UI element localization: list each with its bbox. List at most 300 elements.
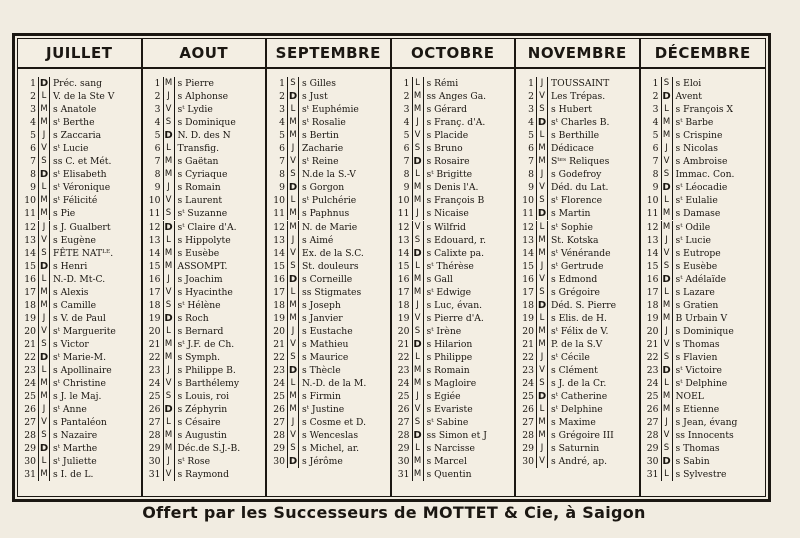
day-number: 5 [652,130,659,142]
saint-name: sᵗ Vénérande [551,247,611,259]
weekday-letter: V [287,429,299,442]
weekday-letter: S [661,168,673,181]
weekday-letter: L [38,181,50,194]
weekday-letter: M [412,273,424,286]
saint-name: B Urbain V [675,312,728,324]
day-number: 7 [154,156,161,168]
saint-name: s Gratien [675,299,719,311]
day-row [516,338,639,351]
day-number: 23 [646,365,659,377]
saint-name: s Eustache [302,325,353,337]
saint-name: s Cyriaque [177,169,228,181]
weekday-letter: M [287,403,299,416]
day-row [18,351,141,364]
day-number: 22 [24,352,36,363]
weekday-letter: M [163,351,175,364]
day-number: 30 [24,456,36,468]
weekday-letter: M [536,429,548,442]
weekday-letter: V [661,247,673,260]
day-number: 15 [148,260,161,272]
day-number: 23 [273,365,285,377]
saint-name: Sᵗᵉˢ Reliques [551,156,610,168]
weekday-letter: L [536,403,548,416]
day-number: 8 [652,169,659,181]
saint-name: sᵗ Claire d'A. [177,221,237,233]
month-title: SEPTEMBRE [267,39,390,69]
day-row [18,77,141,90]
footer-offer: Offert par les Successeurs de MOTTET & Cie, à Saigon [142,503,646,522]
day-row [18,377,141,390]
saint-name: N.de la S.-V [302,169,356,181]
day-row [392,338,515,351]
weekday-letter: V [287,247,299,260]
day-row [18,168,141,181]
day-number: 19 [24,312,36,324]
day-row [392,234,515,247]
weekday-letter: M [536,247,548,260]
weekday-letter: M [38,194,50,207]
day-number: 7 [403,156,410,168]
weekday-letter: L [163,234,175,247]
saint-name: s Bruno [426,143,463,155]
day-number: 15 [522,260,534,272]
saint-name: Transfig. [177,143,220,155]
weekday-letter: M [412,286,424,299]
day-list [392,69,515,496]
day-number: 26 [273,404,285,416]
day-number: 11 [522,208,534,220]
weekday-letter: M [536,234,548,247]
day-row [143,377,266,390]
day-number: 5 [154,130,161,142]
weekday-letter: M [38,468,50,481]
month-title: JUILLET [18,39,141,69]
day-row [516,364,639,377]
saint-name: Les Trépas. [551,91,606,103]
day-row [516,390,639,403]
weekday-letter: M [536,142,548,155]
saint-name: sᵗ Sophie [551,221,593,233]
day-number: 28 [273,430,285,442]
saint-name: sᵗ Félicité [53,195,98,207]
day-number: 23 [24,365,36,377]
saint-name: s Saturnin [551,443,600,455]
day-row [641,247,766,260]
day-row [18,181,141,194]
saint-name: s François B [426,195,485,207]
day-row [143,234,266,247]
weekday-letter: J [287,325,299,338]
day-row [267,194,390,207]
weekday-letter: D [662,365,671,377]
weekday-letter: V [412,312,424,325]
saint-name: s Grégoire [551,286,600,298]
day-number: 2 [279,91,285,103]
weekday-letter: M [287,312,299,325]
weekday-letter: S [536,377,548,390]
day-number: 29 [148,443,161,455]
saint-name: s Gaëtan [177,156,219,168]
weekday-letter: V [536,455,548,468]
weekday-letter: V [661,155,673,168]
saint-name: s Gérard [426,104,468,116]
day-row [267,181,390,194]
day-number: 26 [646,404,659,416]
day-number: 22 [397,352,410,363]
day-row [516,129,639,142]
weekday-letter: L [38,455,50,468]
saint-name: sᵗ Christine [53,378,106,390]
weekday-letter: M [412,455,424,468]
saint-name: Déc.de S.J.-B. [177,443,241,455]
saint-name: s Maxime [551,417,596,429]
day-row [143,221,266,234]
day-number: 1 [652,78,659,90]
saint-name: ASSOMPT. [177,260,228,272]
weekday-letter: V [412,129,424,142]
day-number: 19 [273,312,285,324]
weekday-letter: M [163,429,175,442]
day-number: 6 [154,143,161,155]
weekday-letter: J [536,442,548,455]
saint-name: s Eusèbe [675,260,718,272]
day-list [18,69,141,496]
day-number: 2 [528,91,534,103]
day-number: 31 [646,469,659,481]
day-number: 27 [273,417,285,429]
day-row [516,351,639,364]
saint-name: s Pierre [177,78,214,90]
saint-name: s Jean, évang [675,417,738,429]
saint-name: s Nicaise [426,208,469,220]
day-number: 15 [273,260,285,272]
day-number: 15 [24,260,36,272]
day-row [516,234,639,247]
weekday-letter: V [536,273,548,286]
day-number: 18 [24,299,36,311]
day-number: 18 [273,299,285,311]
day-row [18,221,141,234]
saint-name: ss Anges Ga. [426,91,487,103]
saint-name: sᵗ Cécile [551,352,590,363]
saint-name: s Joseph [302,299,341,311]
weekday-letter: S [287,260,299,273]
day-row [641,455,766,468]
day-number: 20 [397,325,410,337]
weekday-letter: L [661,103,673,116]
day-row [267,351,390,364]
saint-name: s Marcel [426,456,467,468]
day-row [143,442,266,455]
day-number: 12 [148,221,161,233]
day-row [143,416,266,429]
saint-name: sᵗ Anne [53,404,87,416]
day-list [143,69,266,496]
month-grid [18,39,765,496]
weekday-letter: S [38,338,50,351]
day-row [143,207,266,220]
day-row [143,403,266,416]
weekday-letter: D [288,456,298,468]
weekday-letter: J [38,403,50,416]
saint-name: s Ambroise [675,156,728,168]
weekday-letter: M [661,207,673,220]
day-row [516,221,639,234]
weekday-letter: V [163,377,175,390]
weekday-letter: M [661,116,673,129]
day-number: 11 [148,208,161,220]
saint-name: Dédicace [551,143,594,155]
day-number: 4 [154,117,161,129]
weekday-letter: D [288,91,298,103]
day-number: 29 [522,443,534,455]
saint-name: s Thomas [675,443,720,455]
saint-name: sᵗ Thérèse [426,260,474,272]
day-number: 28 [397,430,410,442]
day-number: 20 [522,325,534,337]
day-row [641,129,766,142]
day-row [516,273,639,286]
weekday-letter: M [412,468,424,481]
saint-name: s Bernard [177,325,224,337]
weekday-letter: D [39,78,49,90]
day-number: 19 [522,312,534,324]
weekday-letter: M [412,364,424,377]
day-number: 18 [522,299,534,311]
day-number: 9 [403,182,410,194]
day-list [641,69,766,496]
day-row [641,338,766,351]
saint-name: s Hubert [551,104,592,116]
day-number: 13 [397,234,410,246]
day-row [392,168,515,181]
day-row [267,90,390,103]
day-row [143,338,266,351]
weekday-letter: M [38,390,50,403]
month-column [18,39,143,496]
weekday-letter: V [412,403,424,416]
day-number: 22 [148,352,161,363]
saint-name: s Pie [53,208,76,220]
weekday-letter: S [661,442,673,455]
weekday-letter: D [413,156,422,168]
day-number: 21 [646,338,659,350]
weekday-letter: V [163,468,175,481]
day-number: 20 [273,325,285,337]
saint-name: s Barthélemy [177,378,240,390]
saint-name: s Jérôme [302,456,343,468]
saint-name: sᵗ Elisabeth [53,169,107,181]
saint-name: s Anatole [53,104,97,116]
saint-name: sᵗ Lydie [177,104,213,116]
saint-name: s Etienne [675,404,720,416]
weekday-letter: D [39,443,49,455]
weekday-letter: V [287,155,299,168]
weekday-letter: D [288,273,298,285]
weekday-letter: D [39,169,49,181]
saint-name: s Firmin [302,391,341,403]
day-row [392,194,515,207]
weekday-letter: M [536,338,548,351]
saint-name: s Paphnus [302,208,350,220]
day-row [143,90,266,103]
weekday-letter: M [38,103,50,116]
saint-name: s Rémi [426,78,459,90]
day-number: 23 [148,365,161,377]
saint-name: sᵗ Brigitte [426,169,473,181]
day-number: 30 [646,456,659,468]
day-row [641,77,766,90]
day-row [641,142,766,155]
day-number: 30 [273,456,285,468]
day-number: 30 [148,456,161,468]
weekday-letter: L [163,416,175,429]
day-row [516,103,639,116]
weekday-letter: D [164,130,173,142]
day-row [516,260,639,273]
saint-name: s Calixte pa. [426,247,485,259]
day-row [143,455,266,468]
saint-name: s Zéphyrin [177,404,228,416]
day-row [143,181,266,194]
day-number: 4 [528,117,534,129]
day-row [516,77,639,90]
saint-name: sᵗ Berthe [53,117,95,129]
weekday-letter: V [536,181,548,194]
day-number: 5 [403,130,410,142]
saint-name: s Gall [426,273,453,285]
saint-name: s Philippe [426,352,473,363]
day-row [267,390,390,403]
day-number: 23 [397,365,410,377]
day-number: 1 [279,78,285,90]
day-row [18,338,141,351]
weekday-letter: J [163,455,175,468]
saint-name: s Elis. de H. [551,312,607,324]
day-row [267,364,390,377]
saint-name: s Césaire [177,417,221,429]
weekday-letter: D [39,352,49,363]
saint-name: s Cosme et D. [302,417,366,429]
day-row [516,429,639,442]
saint-name: s Mathieu [302,338,349,350]
saint-name: s Symph. [177,352,221,363]
day-row [267,455,390,468]
day-row [18,390,141,403]
day-row [392,207,515,220]
saint-name: s Maurice [302,352,349,363]
saint-name: Immac. Con. [675,169,735,181]
weekday-letter: D [413,247,422,259]
day-number: 12 [397,221,410,233]
day-row [516,312,639,325]
day-row [392,129,515,142]
weekday-letter: M [661,299,673,312]
saint-name: NOEL [675,391,704,403]
weekday-letter: M [536,416,548,429]
weekday-letter: M [412,377,424,390]
day-number: 2 [652,91,659,103]
day-row [392,181,515,194]
weekday-letter: V [287,338,299,351]
day-number: 21 [24,338,36,350]
saint-name: sᵗ Charles B. [551,117,610,129]
day-number: 6 [279,143,285,155]
weekday-letter: S [412,234,424,247]
weekday-letter: L [163,325,175,338]
saint-name: s Damase [675,208,721,220]
saint-name: s Alphonse [177,91,229,103]
day-number: 17 [646,286,659,298]
day-row [143,247,266,260]
saint-name: s Henri [53,260,88,272]
saint-name: sᵗ Rose [177,456,211,468]
weekday-letter: V [38,142,50,155]
day-row [392,312,515,325]
saint-name: N. D. des N [177,130,231,142]
day-number: 21 [522,338,534,350]
day-row [18,455,141,468]
saint-name: s Corneille [302,273,353,285]
day-number: 20 [24,325,36,337]
weekday-letter: M [412,194,424,207]
day-number: 3 [528,104,534,116]
day-number: 1 [154,78,161,90]
day-number: 31 [397,469,410,481]
weekday-letter: J [661,142,673,155]
day-row [641,299,766,312]
day-number: 25 [522,391,534,403]
day-row [392,416,515,429]
weekday-letter: D [164,312,173,324]
weekday-letter: L [287,194,299,207]
month-column [392,39,517,496]
weekday-letter: V [536,90,548,103]
day-number: 13 [522,234,534,246]
day-row [641,234,766,247]
day-row [641,181,766,194]
saint-name: s Janvier [302,312,343,324]
day-row [18,312,141,325]
saint-name: s Romain [177,182,221,194]
day-number: 10 [148,195,161,207]
day-number: 2 [154,91,161,103]
day-number: 28 [24,430,36,442]
day-row [392,455,515,468]
day-row [18,116,141,129]
saint-name: sᵗ Suzanne [177,208,228,220]
day-number: 17 [148,286,161,298]
weekday-letter: J [412,299,424,312]
weekday-letter: S [163,390,175,403]
saint-name: s Grégoire III [551,430,614,442]
saint-name: N.-D. de la M. [302,378,367,390]
day-number: 24 [522,378,534,390]
day-number: 3 [652,104,659,116]
day-number: 1 [528,78,534,90]
saint-name: sᵗ Euphémie [302,104,359,116]
saint-name: s Godefroy [551,169,602,181]
day-number: 15 [397,260,410,272]
weekday-letter: M [163,442,175,455]
day-number: 6 [30,143,36,155]
saint-name: sᵗ Juliette [53,456,97,468]
day-row [267,207,390,220]
day-row [392,77,515,90]
day-row [516,442,639,455]
saint-name: sᵗ Florence [551,195,603,207]
day-number: 8 [279,169,285,181]
